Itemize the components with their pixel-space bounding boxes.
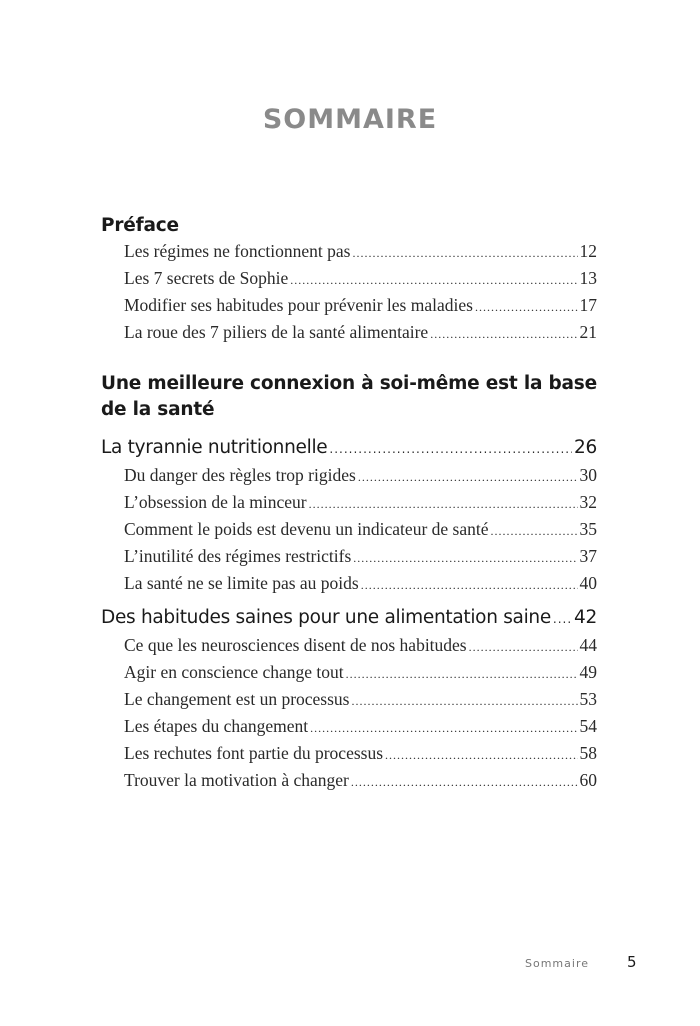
part-heading [101, 371, 597, 423]
entry-label: La roue des 7 piliers de la santé alimentaire [124, 322, 429, 342]
entry-page: 17 [579, 295, 597, 315]
dot-leader [352, 241, 577, 266]
entry-page: 32 [579, 492, 597, 512]
toc-entry[interactable] [124, 741, 597, 768]
entry-label: Agir en conscience change tout [124, 662, 344, 682]
entry-page: 40 [579, 573, 597, 593]
entry-label: Trouver la motivation à changer [124, 770, 349, 790]
entry-label: Les 7 secrets de Sophie [124, 268, 289, 288]
chapter-1 [101, 434, 597, 598]
dot-leader [351, 689, 577, 714]
entry-label: Les régimes ne fonctionnent pas [124, 241, 351, 261]
toc-entry[interactable] [124, 266, 597, 293]
preface-heading: Préface [101, 215, 179, 236]
toc-entry[interactable] [124, 544, 597, 571]
entry-label: L’obsession de la minceur [124, 492, 307, 512]
dot-leader [385, 743, 577, 768]
entry-page: 35 [579, 519, 597, 539]
dot-leader [469, 635, 578, 660]
toc-entry[interactable] [124, 768, 597, 795]
dot-leader [329, 435, 572, 463]
toc-entry[interactable] [124, 633, 597, 660]
toc-entry[interactable] [124, 463, 597, 490]
entry-page: 13 [579, 268, 597, 288]
dot-leader [491, 519, 578, 544]
chapter-entry[interactable] [101, 434, 597, 463]
entry-label: Du danger des règles trop rigides [124, 465, 356, 485]
entry-page: 21 [579, 322, 597, 342]
toc-entry[interactable] [124, 687, 597, 714]
preface-section [101, 213, 597, 347]
dot-leader [553, 605, 572, 633]
entry-label: Ce que les neurosciences disent de nos habitudes [124, 635, 467, 655]
dot-leader [358, 465, 578, 490]
entry-label: Comment le poids est devenu un indicateur de santé [124, 519, 489, 539]
dot-leader [290, 268, 577, 293]
dot-leader [475, 295, 578, 320]
entry-page: 44 [579, 635, 597, 655]
dot-leader [309, 492, 578, 517]
part-heading-line1: Une meilleure connexion à soi-même est la base [101, 373, 597, 394]
toc-entry[interactable] [124, 239, 597, 266]
toc-entry[interactable] [124, 571, 597, 598]
part-heading-line2: de la santé [101, 399, 215, 420]
running-head: Sommaire [525, 957, 589, 970]
entry-label: L’inutilité des régimes restrictifs [124, 546, 352, 566]
chapter-entry[interactable] [101, 604, 597, 633]
entry-page: 53 [579, 689, 597, 709]
entry-page: 30 [579, 465, 597, 485]
entry-page: 58 [579, 743, 597, 763]
dot-leader [430, 322, 577, 347]
toc-entry[interactable] [124, 490, 597, 517]
chapter-2 [101, 604, 597, 795]
page-number: 5 [627, 953, 637, 971]
toc-entry[interactable] [124, 714, 597, 741]
chapter-page: 42 [574, 607, 597, 628]
dot-leader [353, 546, 577, 571]
entry-page: 60 [579, 770, 597, 790]
dot-leader [310, 716, 577, 741]
dot-leader [346, 662, 578, 687]
toc-entry[interactable] [124, 293, 597, 320]
dot-leader [351, 770, 578, 795]
toc-entry[interactable] [124, 517, 597, 544]
page-title: SOMMAIRE [262, 104, 438, 135]
toc-entry[interactable] [124, 320, 597, 347]
entry-page: 12 [579, 241, 597, 261]
entry-page: 54 [579, 716, 597, 736]
toc-entry[interactable] [124, 660, 597, 687]
entry-page: 37 [579, 546, 597, 566]
entry-label: Le changement est un processus [124, 689, 350, 709]
entry-page: 49 [579, 662, 597, 682]
dot-leader [361, 573, 578, 598]
entry-label: Modifier ses habitudes pour prévenir les maladies [124, 295, 473, 315]
entry-label: Les rechutes font partie du processus [124, 743, 384, 763]
entry-label: Les étapes du changement [124, 716, 309, 736]
chapter-page: 26 [574, 437, 597, 458]
entry-label: La santé ne se limite pas au poids [124, 573, 359, 593]
chapter-label: La tyrannie nutritionnelle [101, 437, 328, 458]
chapter-label: Des habitudes saines pour une alimentation saine [101, 607, 551, 628]
